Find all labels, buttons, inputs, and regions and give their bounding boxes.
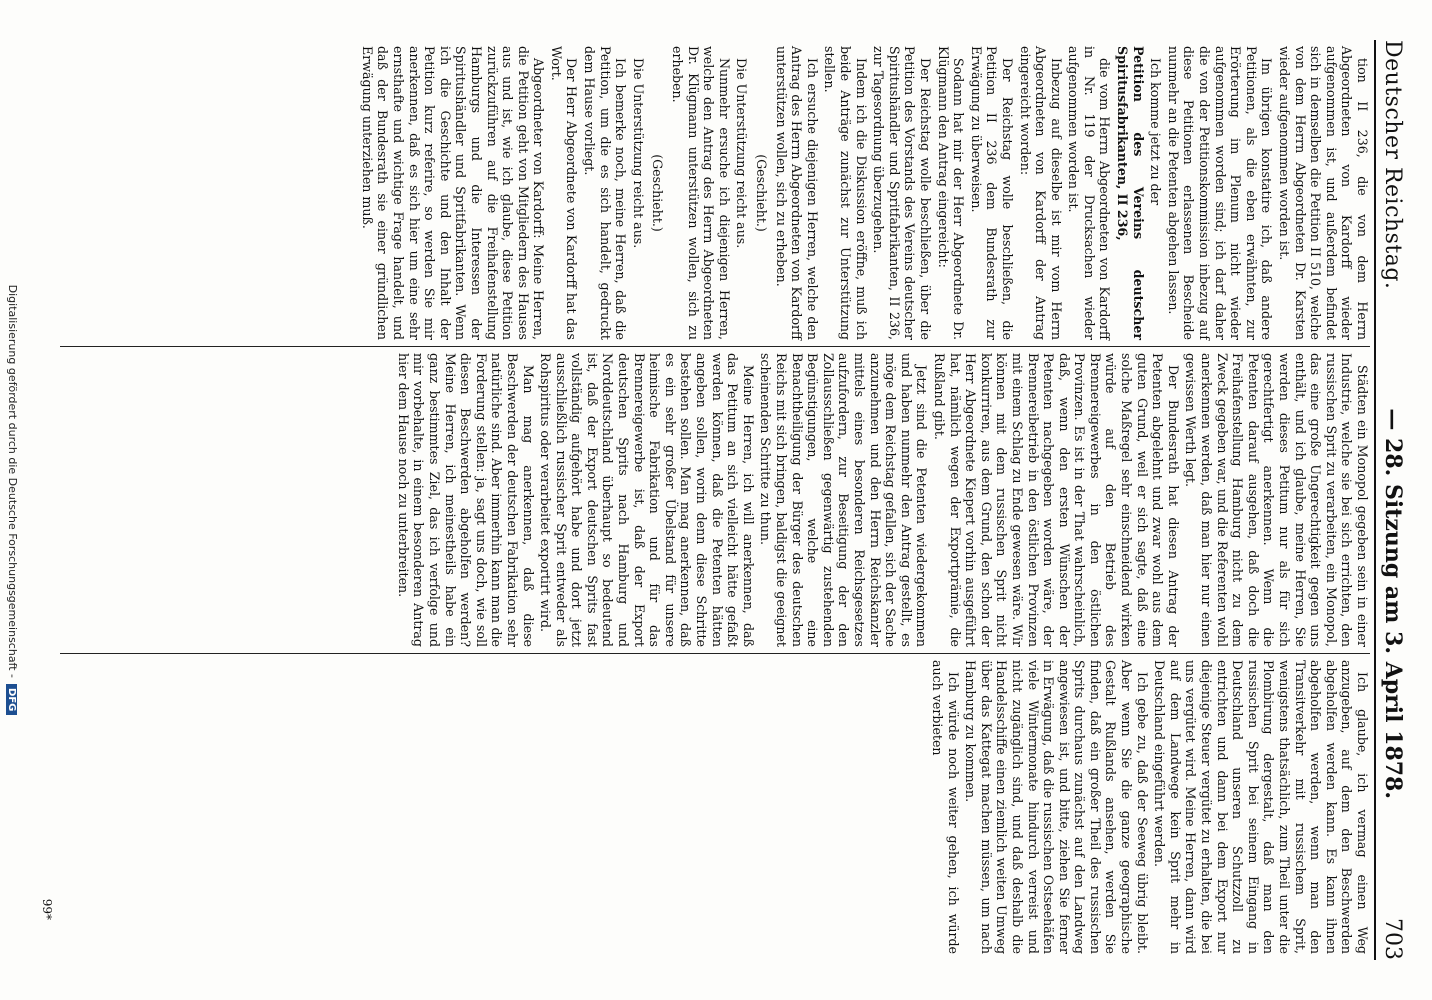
paragraph: Der Reichstag wolle beschließen, über die Petition des Vorstands des Vereins deutscher Spiritushändler und Spritfabrikanten, II 236, zur Tagesordnung überzugehen. bbox=[871, 46, 933, 340]
dfg-logo: DFG bbox=[6, 684, 17, 715]
paragraph: Der Bundesrath hat diesen Antrag der Petenten abgelehnt und zwar wohl aus dem guten Grund, weil er sich sagte, daß eine solche Maßregel sehr einschneidend wirken würde auf den Betrieb des Brennereigewerbes in den östlichen Provinzen. Es ist in der That wahrscheinlich, daß, wenn den ersten Wünschen der Petenten nachgegeben worden wäre, der Brennereibetrieb in den östlichen Provinzen mit einem Schlag zu Ende gewesen wäre. Wir können mit dem russischen Sprit nicht konkurriren, aus dem Grund, den schon der Herr Abgeordnete Kiepert vorhin ausgeführt hat, nämlich wegen der Exportprämie, die Rußland gibt. bbox=[931, 353, 1181, 647]
paragraph: Im übrigen konstatire ich, daß andere Petitionen, als die eben erwähnten, zur Erörterung im Plenum nicht wieder aufgenommen worden sind; ich darf daher die von der Petitionskommission inbezug auf diese Petitionen erlassenen Bescheide nunmehr an die Petenten abgehen lassen. bbox=[1165, 46, 1275, 340]
paragraph: Ich würde noch weiter gehen, ich würde auch verbieten bbox=[929, 660, 961, 954]
paragraph: Die Unterstützung reicht aus. bbox=[734, 58, 750, 249]
page-header bbox=[1374, 40, 1414, 960]
paragraph: tion II 236, die von dem Herrn Abgeordneten von Kardorff wieder aufgenommen ist, und außerdem befindet sich in demselben die Petition II 510, welche von dem Herrn Abgeordneten Dr. Karsten wieder aufgenommen worden ist. bbox=[1277, 46, 1370, 340]
paragraph: Jetzt sind die Petenten wiedergekommen und haben nunmehr den Antrag gestellt, es möge dem Reichstag gefallen, sich der Sache anzunehmen und den Herrn Reichskanzler mittels eines besonderen Reichsgesetzes aufzufordern, zur Beseitigung der den Zollausschließen gegenwärtig zustehenden Begünstigungen, welche eine Benachtheiligung der Bürger des deutschen Reichs mit sich bringen, baldigst die geeignet scheinenden Schritte zu thun. bbox=[758, 353, 930, 647]
paragraph: Ich komme jetzt zu der bbox=[1148, 58, 1164, 206]
paragraph: (Geschieht.) bbox=[754, 154, 770, 232]
paragraph: Abgeordneter von Kardorff: Meine Herren, die Petition geht von Mitgliedern des Hauses aus und ist, wie ich glaube, diese Petition zurückzuführen auf die Freihafenstellung Hamburgs und die Interessen der Spiritushändler und Spritfabrikanten. Wenn ich die Geschichte und den Inhalt der Petition kurz referire, so werden Sie mir anerkennen, daß es sich hier um eine sehr ernsthafte und wichtige Frage handelt, und daß der Bundesrath sie einer gründlichen Erwägung unterziehen muß. bbox=[359, 46, 547, 340]
paragraph: Ich gebe zu, daß der Seeweg übrig bleibt. Aber wenn Sie die ganze geographische Gestalt Rußlands ansehen, werden Sie finden, daß ein großer Theil des russischen Sprits durchaus zunächst auf den Landweg angewiesen ist, und bitte, ziehen Sie ferner in Erwägung, daß die russischen Ostseehäfen viele Wintermonate hindurch verreist und nicht zugänglich sind, und daß deshalb die Handelsschiffe einen ziemlich weiten Umweg über das Kattegat machen müssen, um nach Hamburg zu kommen. bbox=[963, 660, 1150, 954]
paragraph: Ich glaube, ich vermag einen Weg anzugeben, auf dem den Beschwerden abgeholfen werden kann. Es kann ihnen abgeholfen werden, wenn man den Transitverkehr mit russischem Sprit, wenigstens thatsächlich, zum Theil unter die Plombirung dergestalt, daß man den russischen Sprit bei seinem Eingang in Deutschland unseren Schutzzoll zu entrichten und dann bei dem Export nur diejenige Steuer vergütet zu erhalten, die bei uns vergütet wird. Meine Herren, dann wird auf dem Landwege kein Sprit mehr in Deutschland eingeführt werden. bbox=[1152, 660, 1370, 954]
paragraph: Man mag anerkennen, daß diese Beschwerden der deutschen Fabrikation sehr natürliche sind. Aber immerhin kann man die Forderung stellen: ja, sagt uns doch, wie soll diesen Beschwerden abgeholfen werden? Meine Herren, ich meinestheils habe ein ganz bestimmtes Ziel, das ich verfolge und mir vorbehalte, in einem besonderen Antrag hier dem Hause noch zu unterbreiten. bbox=[395, 353, 536, 647]
paragraph: Indem ich die Diskussion eröffne, muß ich beide Anträge zunächst zur Unterstützung stellen. bbox=[822, 46, 869, 340]
column-1 bbox=[60, 40, 1370, 346]
paragraph: Ich bemerke noch, meine Herren, daß die Petition, um die es sich handelt, gedruckt dem Hause vorliegt. bbox=[582, 46, 629, 340]
column-3 bbox=[60, 654, 1370, 960]
paragraph: die vom Herrn Abgeordneten von Kardorff in Nr. 119 der Drucksachen wieder aufgenommen worden ist. bbox=[1066, 46, 1113, 340]
paragraph: Nunmehr ersuche ich diejenigen Herren, welche den Antrag des Herrn Abgeordneten Dr. Klügmann unterstützen wollen, sich zu erheben. bbox=[670, 46, 732, 340]
paragraph: Inbezug auf dieselbe ist mir vom Herrn Abgeordneten von Kardorff der Antrag eingereicht worden: bbox=[1017, 46, 1064, 340]
paragraph: Der Reichstag wolle beschließen, die Petition II 236 dem Bundesrath zur Erwägung zu überweisen. bbox=[968, 46, 1015, 340]
header-left: Deutscher Reichstag. bbox=[1380, 40, 1405, 290]
paragraph: Ich ersuche diejenigen Herren, welche den Antrag des Herrn Abgeordneten von Kardorff unterstützen wollen, sich zu erheben. bbox=[773, 46, 820, 340]
credit-text: Digitalisierung gefördert durch die Deutsche Forschungsgemeinschaft - bbox=[6, 284, 19, 679]
paragraph: Meine Herren, ich will anerkennen, daß das Petitum an sich vielleicht hätte gefaßt werden können, daß die Petenten hätten angeben sollen, worin denn diese Schritte bestehen sollen. Man mag anerkennen, daß es ein sehr großer Übelstand für unsere heimische Fabrikation und für das Brennereigewerbe ist, daß der Export deutschen Sprits nach Hamburg und Norddeutschland überhaupt so bedeutend ist, daß der Export deutschen Sprits fast vollständig aufgehört habe und dort jetzt ausschließlich russischer Sprit entweder als Rohspiritus oder verarbeitet exportirt wird. bbox=[538, 353, 756, 647]
paragraph: Sodann hat mir der Herr Abgeordnete Dr. Klügmann den Antrag eingereicht: bbox=[935, 46, 967, 340]
paragraph: Petition des Vereins deutscher Spiritusfabrikanten, II 236, bbox=[1115, 46, 1146, 340]
text-columns bbox=[60, 40, 1370, 960]
digitization-credit bbox=[6, 0, 19, 1000]
paragraph: Die Unterstützung reicht aus. bbox=[630, 58, 646, 249]
page-number: 703 bbox=[1380, 917, 1405, 960]
paragraph: Der Herr Abgeordnete von Kardorff hat das Wort. bbox=[548, 46, 580, 340]
column-2 bbox=[60, 347, 1370, 653]
header-center: — 28. Sitzung am 3. April 1878. bbox=[1380, 408, 1406, 800]
paragraph: (Geschieht.) bbox=[650, 154, 666, 232]
paragraph: Städten ein Monopol gegeben sein in einer Industrie, welche sie bei sich errichten, den russischen Sprit zu verarbeiten, ein Monopol, das eine große Ungerechtigkeit gegen uns enthält, und ich glaube, meine Herren, Sie werden dieses Petitum nur als für sich gerechtfertigt anerkennen. Wenn die Petenten darauf ausgehen, daß doch die Freihafenstellung Hamburg nicht zu dem Zweck gegeben war, und die Referenten wohl anerkennen werden, daß man hier nur einen gewissen Werth legt. bbox=[1183, 353, 1370, 647]
signature-mark: 99* bbox=[40, 898, 54, 920]
